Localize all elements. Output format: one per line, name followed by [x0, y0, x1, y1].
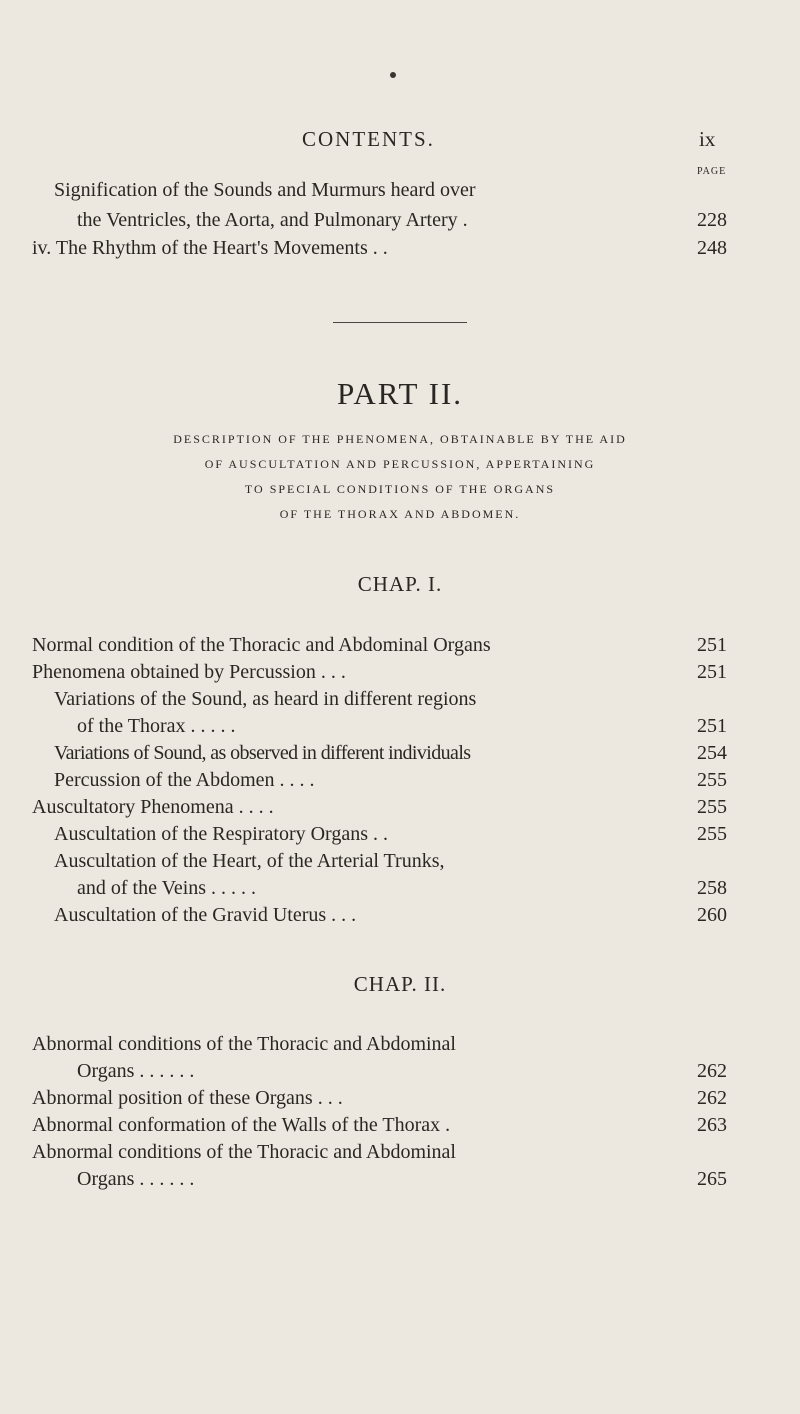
toc-entry: Normal condition of the Thoracic and Abdominal Organs [32, 634, 491, 656]
toc-entry: Phenomena obtained by Percussion . . . [32, 661, 346, 683]
toc-page-number: 248 [697, 237, 727, 259]
toc-page-number: 251 [697, 661, 727, 683]
toc-page-number: 228 [697, 209, 727, 231]
toc-page-number: 254 [697, 742, 727, 764]
toc-entry: Signification of the Sounds and Murmurs heard over [54, 179, 476, 201]
toc-page-number: 255 [697, 769, 727, 791]
toc-entry: Auscultation of the Gravid Uterus . . . [54, 904, 357, 926]
toc-entry: Abnormal conditions of the Thoracic and Abdominal [32, 1033, 456, 1055]
toc-entry: Auscultatory Phenomena . . . . [32, 796, 274, 818]
toc-entry: Variations of Sound, as observed in different individuals [54, 742, 471, 764]
printers-mark [390, 72, 396, 78]
toc-entry: Organs . . . . . . [77, 1060, 195, 1082]
toc-entry: the Ventricles, the Aorta, and Pulmonary Artery . [77, 209, 468, 231]
toc-entry: Abnormal conditions of the Thoracic and Abdominal [32, 1141, 456, 1163]
toc-page-number: 251 [697, 715, 727, 737]
toc-page-number: 262 [697, 1060, 727, 1082]
toc-page-number: 258 [697, 877, 727, 899]
toc-entry: Organs . . . . . . [77, 1168, 195, 1190]
toc-entry: Abnormal position of these Organs . . . [32, 1087, 343, 1109]
toc-entry: Abnormal conformation of the Walls of the Thorax . [32, 1114, 451, 1136]
toc-entry: and of the Veins . . . . . [77, 877, 257, 899]
toc-page-number: 265 [697, 1168, 727, 1190]
toc-entry: Percussion of the Abdomen . . . . [54, 769, 315, 791]
part-title: PART II. [336, 376, 464, 411]
toc-page-number: 263 [697, 1114, 727, 1136]
toc-entry: Auscultation of the Respiratory Organs . . [54, 823, 389, 845]
chapter-title: CHAP. I. [357, 572, 443, 596]
toc-page-number: 251 [697, 634, 727, 656]
toc-page-number: 255 [697, 796, 727, 818]
toc-entry: Auscultation of the Heart, of the Arterial Trunks, [54, 850, 445, 872]
page-column-label: PAGE [697, 166, 727, 177]
part-description-line: OF AUSCULTATION AND PERCUSSION, APPERTAINING [204, 457, 596, 471]
section-divider [333, 322, 467, 323]
toc-page-number: 255 [697, 823, 727, 845]
chapter-title: CHAP. II. [353, 972, 447, 996]
toc-page-number: 262 [697, 1087, 727, 1109]
page-title: CONTENTS. [302, 127, 435, 151]
part-description-line: DESCRIPTION OF THE PHENOMENA, OBTAINABLE BY THE AID [173, 432, 627, 446]
toc-entry: of the Thorax . . . . . [77, 715, 236, 737]
toc-entry: Variations of the Sound, as heard in different regions [54, 688, 477, 710]
page-number: ix [699, 127, 716, 151]
part-description-line: TO SPECIAL CONDITIONS OF THE ORGANS [244, 482, 556, 496]
part-description-line: OF THE THORAX AND ABDOMEN. [279, 507, 521, 521]
toc-page-number: 260 [697, 904, 727, 926]
toc-entry: iv. The Rhythm of the Heart's Movements . . [32, 237, 388, 259]
